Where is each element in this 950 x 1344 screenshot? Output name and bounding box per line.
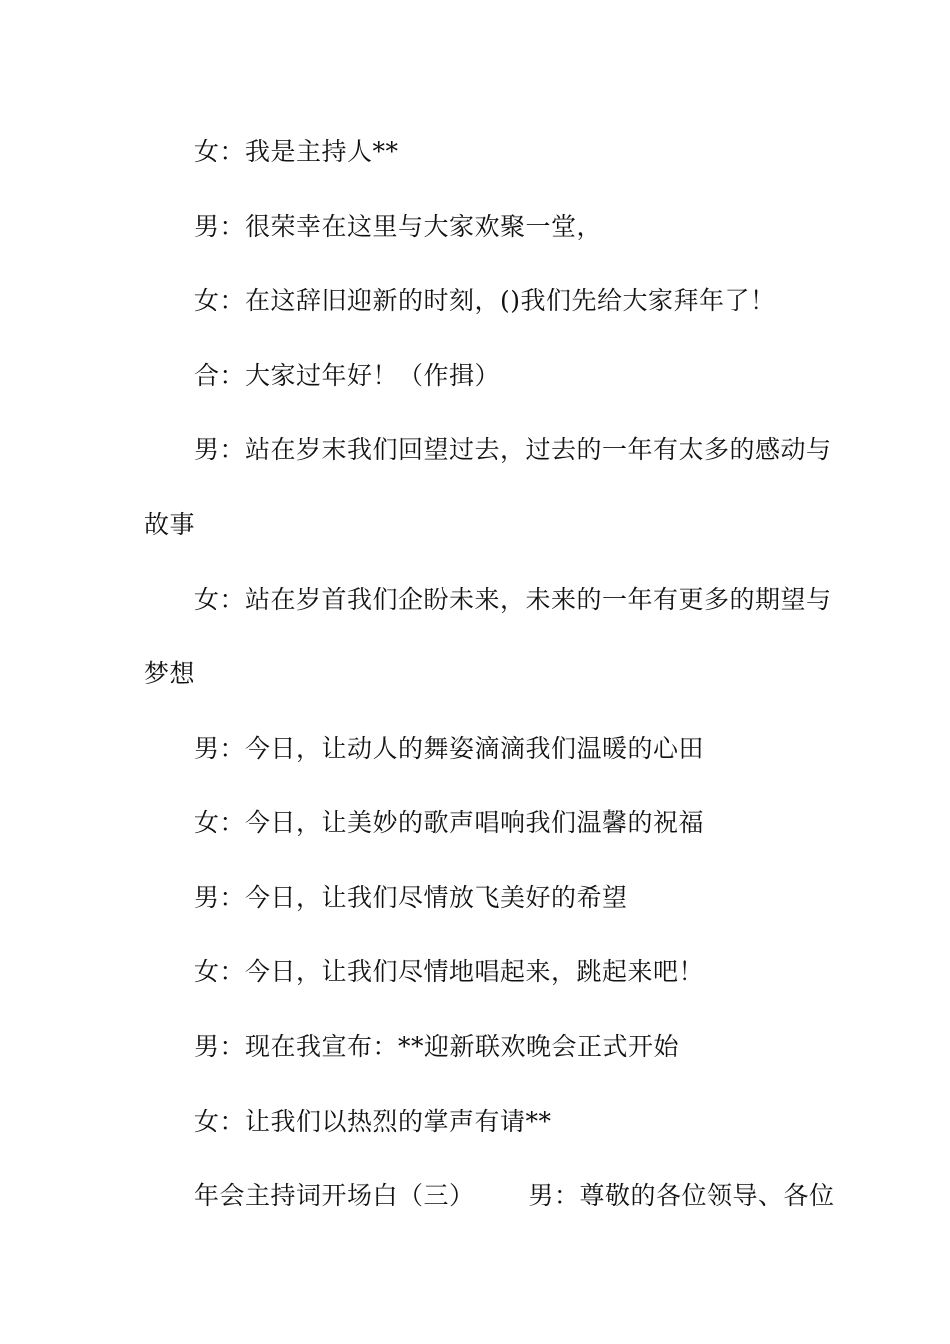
script-line-4: 合：大家过年好！（作揖） bbox=[194, 361, 501, 390]
script-line-6-continued: 梦想 bbox=[144, 659, 196, 688]
script-line-9: 男：今日，让我们尽情放飞美好的希望 bbox=[194, 883, 628, 912]
script-line-2: 男：很荣幸在这里与大家欢聚一堂， bbox=[194, 212, 603, 241]
script-line-12: 女：让我们以热烈的掌声有请** bbox=[194, 1107, 552, 1136]
script-line-3: 女：在这辞旧迎新的时刻，()我们先给大家拜年了！ bbox=[194, 286, 776, 315]
script-line-5-continued: 故事 bbox=[144, 510, 196, 539]
script-line-5: 男：站在岁末我们回望过去，过去的一年有太多的感动与 bbox=[194, 435, 832, 464]
script-line-8: 女：今日，让美妙的歌声唱响我们温馨的祝福 bbox=[194, 808, 705, 837]
script-line-11: 男：现在我宣布：**迎新联欢晚会正式开始 bbox=[194, 1032, 680, 1061]
script-line-7: 男：今日，让动人的舞姿滴滴我们温暖的心田 bbox=[194, 734, 705, 763]
script-line-10: 女：今日，让我们尽情地唱起来，跳起来吧！ bbox=[194, 957, 705, 986]
script-line-1: 女：我是主持人** bbox=[194, 137, 399, 166]
section-heading-line bbox=[144, 1181, 864, 1211]
script-line-6: 女：站在岁首我们企盼未来，未来的一年有更多的期望与 bbox=[194, 585, 832, 614]
section-first-line: 男：尊敬的各位领导、各位 bbox=[528, 1181, 835, 1210]
section-heading: 年会主持词开场白（三） bbox=[194, 1181, 475, 1210]
